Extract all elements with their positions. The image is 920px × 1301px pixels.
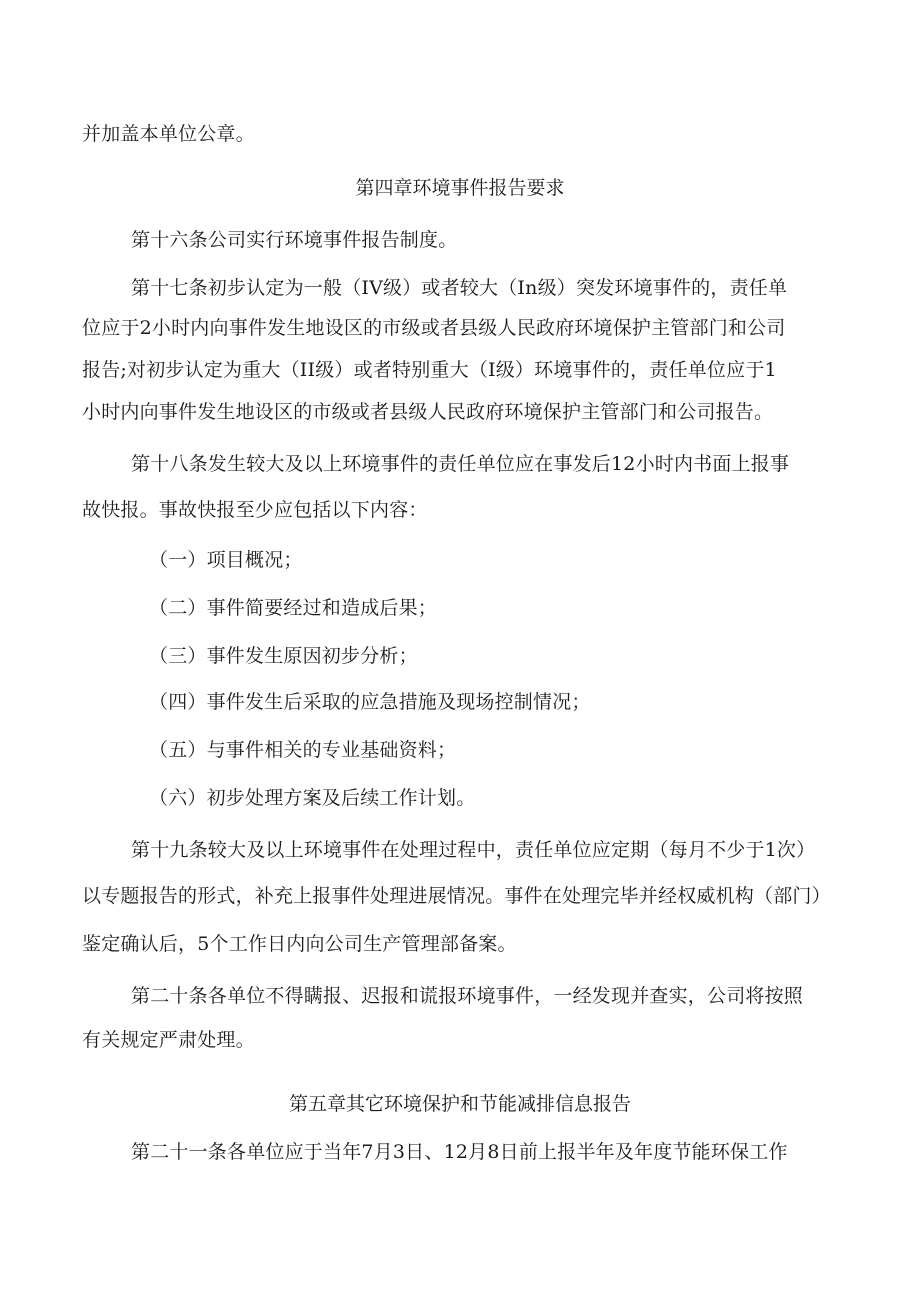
- article-17-line-2: 位应于2小时内向事件发生地设区的市级或者县级人民政府环境保护主管部门和公司: [82, 317, 786, 339]
- article-18-line-1: 第十八条发生较大及以上环境事件的责任单位应在事发后12小时内书面上报事: [131, 453, 790, 475]
- list-item-2: （二）事件简要经过和造成后果；: [149, 597, 438, 619]
- list-item-5: （五）与事件相关的专业基础资料；: [149, 739, 457, 761]
- article-17-line-3: 报告;对初步认定为重大（II级）或者特别重大（I级）环境事件的，责任单位应于1: [82, 359, 777, 381]
- list-item-3: （三）事件发生原因初步分析；: [149, 645, 418, 667]
- article-19-line-2: 以专题报告的形式，补充上报事件处理进展情况。事件在处理完毕并经权威机构（部门）: [82, 885, 831, 907]
- list-item-6: （六）初步处理方案及后续工作计划。: [149, 787, 476, 809]
- article-20-line-1: 第二十条各单位不得瞒报、迟报和谎报环境事件，一经发现并查实，公司将按照: [131, 985, 804, 1007]
- article-19-line-3: 鉴定确认后，5个工作日内向公司生产管理部备案。: [82, 933, 517, 955]
- chapter-4-heading: 第四章环境事件报告要求: [355, 177, 565, 199]
- list-item-4: （四）事件发生后采取的应急措施及现场控制情况；: [149, 691, 591, 713]
- list-item-1: （一）项目概况；: [149, 549, 303, 571]
- article-19-line-1: 第十九条较大及以上环境事件在处理过程中，责任单位应定期（每月不少于1次）: [131, 839, 816, 861]
- paragraph-line: 并加盖本单位公章。: [82, 123, 255, 145]
- article-20-line-2: 有关规定严肃处理。: [82, 1029, 255, 1051]
- article-18-line-2: 故快报。事故快报至少应包括以下内容：: [82, 499, 428, 521]
- article-17-line-1: 第十七条初步认定为一般（IV级）或者较大（In级）突发环境事件的，责任单: [131, 277, 788, 299]
- article-17-line-4: 小时内向事件发生地设区的市级或者县级人民政府环境保护主管部门和公司报告。: [82, 401, 774, 423]
- chapter-5-heading: 第五章其它环境保护和节能减排信息报告: [288, 1093, 631, 1115]
- article-21-line-1: 第二十一条各单位应于当年7月3日、12月8日前上报半年及年度节能环保工作: [131, 1141, 788, 1163]
- article-16: 第十六条公司实行环境事件报告制度。: [131, 229, 458, 251]
